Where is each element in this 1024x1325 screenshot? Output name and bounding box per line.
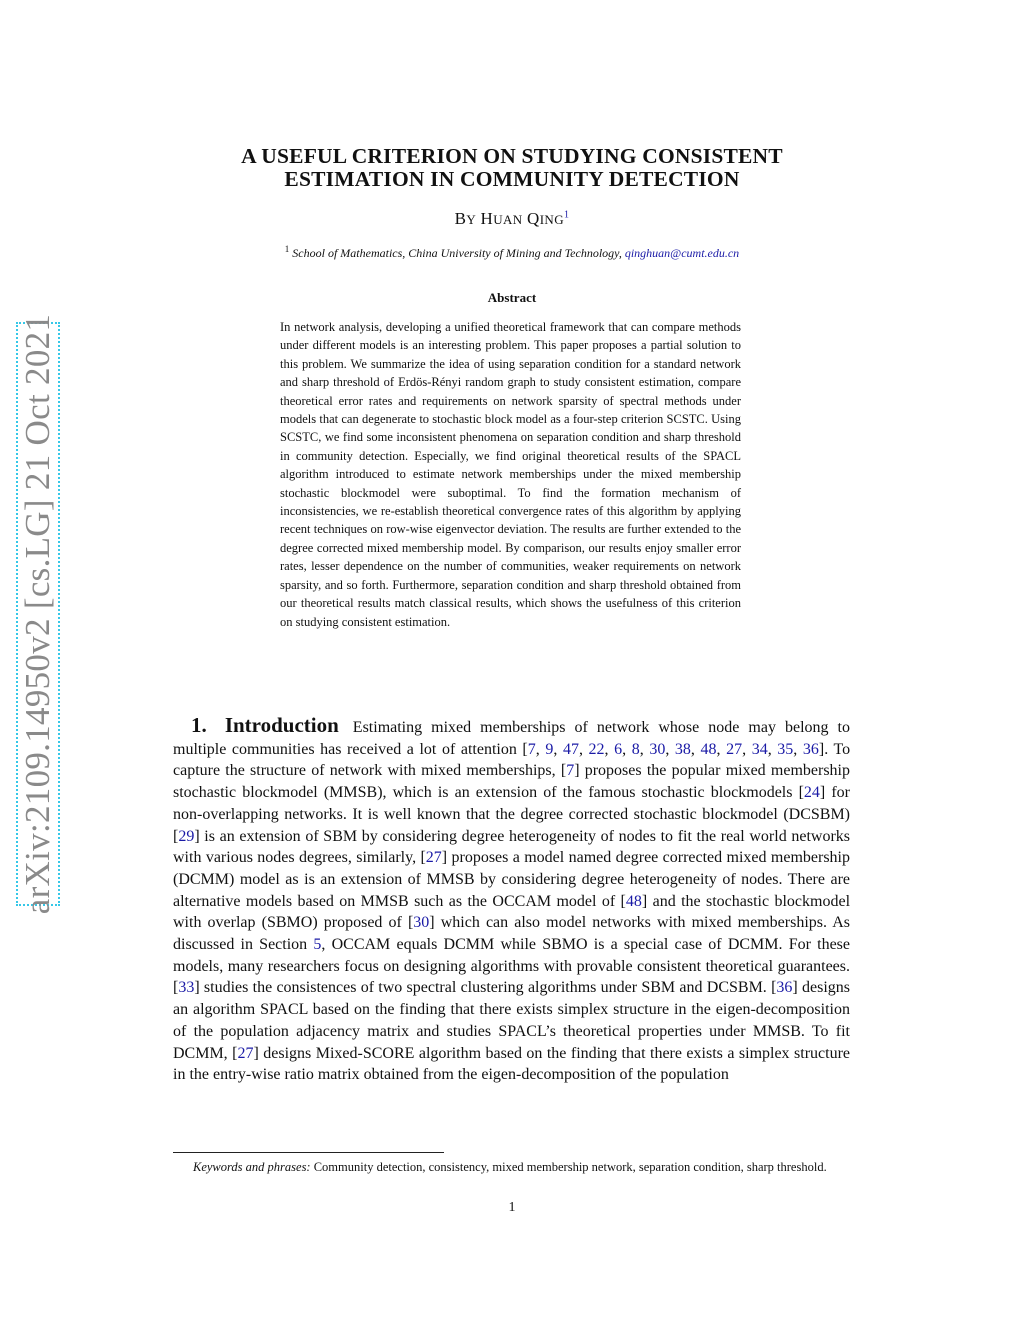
intro-text: ] designs Mixed-SCORE algorithm based on the finding that there exists a simplex structure in the entry-wise ratio matrix obtained from the eigen-decomposition of the population bbox=[173, 1044, 850, 1084]
intro-text: Estimating mixed memberships of network whose node may belong to multiple communities has received a lot of attention [ bbox=[173, 719, 850, 758]
title-line-1: A USEFUL CRITERION ON STUDYING CONSISTENT bbox=[241, 144, 783, 168]
intro-text: ] studies the consistences of two spectral clustering algorithms under SBM and DCSBM. [ bbox=[194, 979, 777, 997]
intro-text: ] is an extension of SBM by considering degree heterogeneity of nodes to fit the real world networks with various nodes degrees, similarly, [ bbox=[173, 827, 850, 867]
intro-text: , bbox=[716, 740, 727, 758]
citation-link[interactable]: 29 bbox=[178, 827, 195, 845]
citation-link[interactable]: 33 bbox=[178, 979, 195, 997]
intro-text: ]. To capture the structure of network with mixed memberships, [ bbox=[173, 740, 851, 780]
intro-text: ] designs an algorithm SPACL based on the finding that there exists simplex structure in the eigen-decomposition of the population adjacency matrix and studies SPACL’s theoretical properties under MMSB. To fit DCMM, [ bbox=[173, 979, 851, 1062]
author-affiliation-mark[interactable]: 1 bbox=[564, 209, 570, 221]
intro-text: ] for non-overlapping networks. It is well known that the degree corrected stochastic blockmodel (DCSBM) [ bbox=[173, 784, 851, 845]
keywords-footnote: Keywords and phrases: Community detection, consistency, mixed membership network, separation condition, sharp threshold. bbox=[193, 1160, 827, 1174]
citation-link[interactable]: 6 bbox=[614, 740, 623, 758]
citation-link[interactable]: 48 bbox=[625, 892, 642, 910]
citation-link[interactable]: 48 bbox=[700, 740, 717, 758]
arxiv-stamp-text: arXiv:2109.14950v2 [cs.LG] 21 Oct 2021 bbox=[18, 313, 57, 915]
citation-link[interactable]: 7 bbox=[527, 740, 536, 758]
citation-link[interactable]: 47 bbox=[562, 740, 579, 758]
intro-text: , bbox=[604, 740, 615, 758]
intro-text: ] proposes a model named degree corrected mixed membership (DCMM) model as is an extension of MMSB by considering degree heterogeneity of nodes. There are alternative models based on MMSB such as the OCCAM model of [ bbox=[173, 849, 850, 910]
citation-link[interactable]: 30 bbox=[413, 914, 430, 932]
intro-text: , OCCAM equals DCMM while SBMO is a special case of DCMM. For these models, many researchers focus on designing algorithms with provable consistent theoretical guarantees. [ bbox=[173, 936, 851, 997]
citation-link[interactable]: 34 bbox=[751, 740, 768, 758]
title-line-2: ESTIMATION IN COMMUNITY DETECTION bbox=[284, 167, 740, 191]
introduction-section bbox=[173, 715, 850, 1086]
intro-text: , bbox=[767, 740, 778, 758]
intro-text: ] proposes the popular mixed membership stochastic blockmodel (MMSB), which is an extension of the famous stochastic blockmodels [ bbox=[173, 762, 850, 802]
citation-link[interactable]: 36 bbox=[776, 979, 793, 997]
introduction-body bbox=[173, 719, 850, 1083]
affiliation: $^1$ School of Mathematics, China University of Mining and Technology, qinghuan@cumt.edu.cn bbox=[284, 244, 740, 260]
citation-link[interactable]: 9 bbox=[545, 740, 554, 758]
abstract-heading: Abstract bbox=[487, 290, 537, 305]
intro-text: , bbox=[690, 740, 701, 758]
intro-text: , bbox=[742, 740, 752, 758]
citation-link[interactable]: 7 bbox=[566, 762, 575, 780]
intro-text: , bbox=[535, 740, 546, 758]
intro-text: ] and the stochastic blockmodel with overlap (SBMO) proposed of [ bbox=[173, 892, 851, 932]
citation-link[interactable]: 22 bbox=[588, 740, 605, 758]
arxiv-stamp bbox=[16, 313, 60, 915]
citation-link[interactable]: 30 bbox=[649, 740, 666, 758]
citation-link[interactable]: 36 bbox=[802, 740, 819, 758]
page-number: 1 bbox=[508, 1200, 516, 1215]
section-number: 1. bbox=[191, 713, 207, 737]
citation-link[interactable]: 27 bbox=[726, 740, 743, 758]
citation-link[interactable]: 27 bbox=[425, 849, 442, 867]
abstract-body: In network analysis, developing a unified theoretical framework that can compare methods under different models is an interesting problem. This paper proposes a partial solution to this problem. We summarize the idea of using separation condition for a standard network and sharp threshold of Erdös-Rényi random graph to study consistent estimation, compare theoretical error rates and requirements on network sparsity of spectral methods under models that can degenerate to stochastic block model as a four-step criterion SCSTC. Using SCSTC, we find some inconsistent phenomena on separation condition and sharp threshold in community detection. Especially, we find original theoretical results of the SPACL algorithm introduced to estimate network memberships under the mixed membership stochastic blockmodel were suboptimal. To find the formation mechanism of inconsistencies, we re-establish theoretical convergence rates of this algorithm by applying recent techniques on row-wise eigenvector deviation. The results are further extended to the degree corrected mixed membership model. By comparison, our results enjoy smaller error rates, lesser dependence on the number of communities, weaker requirements on network sparsity, and so forth. Furthermore, separation condition and sharp threshold obtained from our theoretical results match classical results, which shows the usefulness of this criterion on studying consistent estimation. bbox=[280, 320, 741, 629]
citation-link[interactable]: 8 bbox=[631, 740, 640, 758]
intro-text: , bbox=[622, 740, 632, 758]
paper-title bbox=[150, 145, 874, 191]
intro-text: ] which can also model networks with mixed memberships. As discussed in Section bbox=[173, 914, 850, 954]
author-email-link[interactable]: qinghuan@cumt.edu.cn bbox=[624, 246, 740, 260]
intro-text: , bbox=[665, 740, 675, 758]
intro-text: , bbox=[639, 740, 650, 758]
footnote-divider bbox=[173, 1152, 444, 1153]
intro-text: , bbox=[793, 740, 803, 758]
author-line: BY HUAN QING$^1$ bbox=[454, 209, 570, 228]
intro-text: , bbox=[553, 740, 563, 758]
section-title: Introduction bbox=[224, 713, 339, 737]
intro-text: , bbox=[578, 740, 589, 758]
citation-link[interactable]: 27 bbox=[237, 1044, 254, 1062]
citation-link[interactable]: 24 bbox=[803, 784, 820, 802]
citation-link[interactable]: 35 bbox=[777, 740, 794, 758]
citation-link[interactable]: 5 bbox=[313, 936, 322, 954]
citation-link[interactable]: 38 bbox=[674, 740, 691, 758]
